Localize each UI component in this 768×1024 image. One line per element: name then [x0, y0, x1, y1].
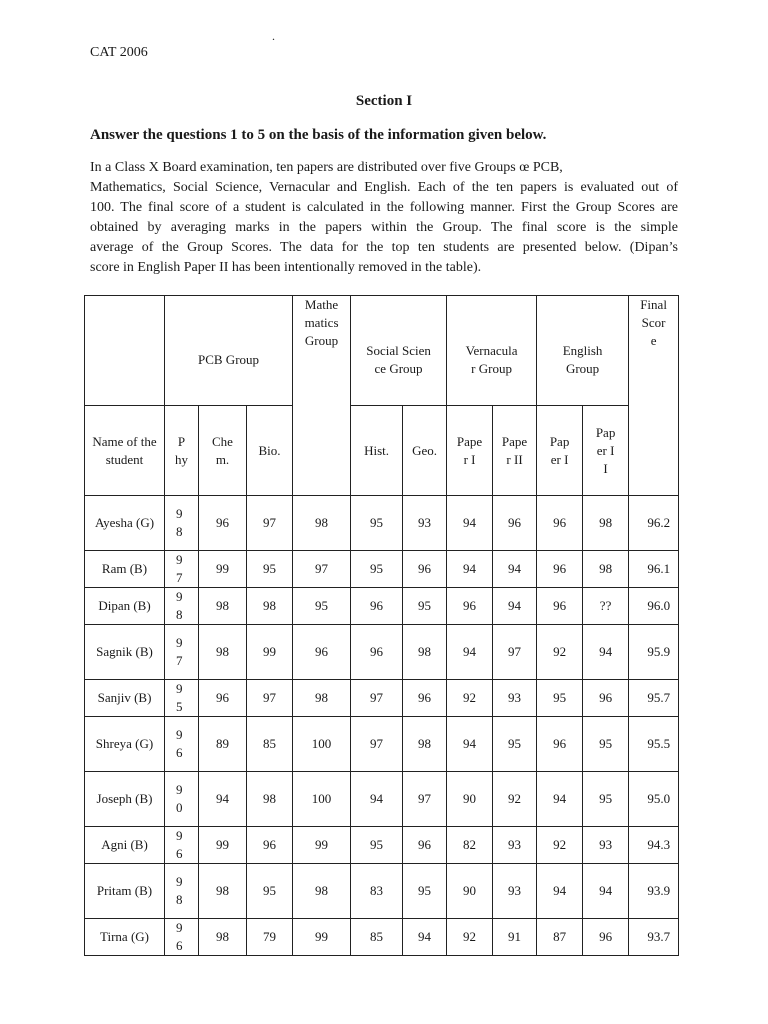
cell-hist: 96: [351, 588, 403, 625]
cell-e2: 95: [583, 717, 629, 772]
cell-v1: 90: [447, 772, 493, 827]
cell-e2: 98: [583, 496, 629, 551]
cell-math: 96: [293, 625, 351, 680]
paragraph-line: In a Class X Board examination, ten papers are distributed over five Groups œ PCB,: [90, 160, 563, 175]
cell-final: 93.7: [629, 919, 679, 956]
cell-final: 95.0: [629, 772, 679, 827]
cell-phy: 97: [165, 551, 199, 588]
paragraph-line: obtained by averaging marks in the papers within the Group. The final score is the simple: [90, 220, 678, 235]
cell-hist: 83: [351, 864, 403, 919]
cell-hist: 85: [351, 919, 403, 956]
marks-table: [84, 295, 679, 956]
paragraph-line: 100. The final score of a student is calculated in the following manner. First the Group Scores are: [90, 200, 678, 215]
cell-phy: 95: [165, 680, 199, 717]
paragraph-line: Mathematics, Social Science, Vernacular and English. Each of the ten papers is evaluated out of: [90, 180, 678, 195]
final-score-header: Final Score: [629, 296, 679, 496]
cell-v1: 94: [447, 551, 493, 588]
cell-e2: 94: [583, 864, 629, 919]
cell-name: Tirna (G): [85, 919, 165, 956]
cell-chem: 89: [199, 717, 247, 772]
cell-hist: 95: [351, 551, 403, 588]
table-row: [85, 625, 679, 680]
cell-v1: 82: [447, 827, 493, 864]
table-row: [85, 864, 679, 919]
cell-e1: 94: [537, 864, 583, 919]
table-row: [85, 717, 679, 772]
column-header-eng-paper1: Paper I: [537, 406, 583, 496]
cell-chem: 98: [199, 625, 247, 680]
column-header-vern-paper1: Paper I: [447, 406, 493, 496]
cell-math: 98: [293, 864, 351, 919]
cell-v2: 93: [493, 827, 537, 864]
cell-e2: 96: [583, 680, 629, 717]
cell-geo: 98: [403, 717, 447, 772]
cell-math: 95: [293, 588, 351, 625]
cell-name: Shreya (G): [85, 717, 165, 772]
cell-bio: 98: [247, 588, 293, 625]
cell-name: Agni (B): [85, 827, 165, 864]
cell-v2: 96: [493, 496, 537, 551]
cell-v2: 94: [493, 588, 537, 625]
section-title: Section I: [355, 93, 413, 109]
cell-e1: 92: [537, 827, 583, 864]
cell-v1: 92: [447, 680, 493, 717]
blank-header-cell: [85, 296, 165, 406]
cell-bio: 97: [247, 680, 293, 717]
cell-bio: 95: [247, 864, 293, 919]
cell-final: 93.9: [629, 864, 679, 919]
table-row: [85, 919, 679, 956]
cell-final: 94.3: [629, 827, 679, 864]
cell-bio: 98: [247, 772, 293, 827]
cell-v1: 94: [447, 717, 493, 772]
column-header-chem: Chem.: [199, 406, 247, 496]
instruction-text: Answer the questions 1 to 5 on the basis of the information given below.: [90, 127, 547, 143]
cell-name: Sanjiv (B): [85, 680, 165, 717]
intro-paragraph: [90, 158, 678, 278]
table-row: [85, 588, 679, 625]
social-group-header: Social Science Group: [351, 296, 447, 406]
cell-e1: 96: [537, 717, 583, 772]
cell-chem: 99: [199, 551, 247, 588]
cell-chem: 94: [199, 772, 247, 827]
pcb-group-header: PCB Group: [165, 296, 293, 406]
cell-name: Pritam (B): [85, 864, 165, 919]
cell-hist: 97: [351, 680, 403, 717]
column-header-eng-paper2: Paper II: [583, 406, 629, 496]
cell-hist: 94: [351, 772, 403, 827]
stray-dot: .: [272, 29, 275, 43]
cell-final: 96.2: [629, 496, 679, 551]
cell-e2: 95: [583, 772, 629, 827]
column-header-geo: Geo.: [403, 406, 447, 496]
cell-math: 99: [293, 827, 351, 864]
cell-e2: ??: [583, 588, 629, 625]
cell-geo: 93: [403, 496, 447, 551]
cell-phy: 90: [165, 772, 199, 827]
cell-final: 96.0: [629, 588, 679, 625]
cell-v1: 92: [447, 919, 493, 956]
cell-name: Dipan (B): [85, 588, 165, 625]
cell-e2: 96: [583, 919, 629, 956]
cell-geo: 95: [403, 864, 447, 919]
column-header-name: Name of the student: [85, 406, 165, 496]
cell-hist: 97: [351, 717, 403, 772]
paragraph-line: average of the Group Scores. The data for the top ten students are presented below. (Dipan’s: [90, 240, 678, 255]
cell-phy: 98: [165, 588, 199, 625]
cell-e1: 94: [537, 772, 583, 827]
paragraph-line: score in English Paper II has been intentionally removed in the table).: [90, 260, 482, 275]
cell-geo: 96: [403, 827, 447, 864]
cell-e2: 93: [583, 827, 629, 864]
exam-label: CAT 2006: [90, 45, 148, 60]
cell-final: 95.9: [629, 625, 679, 680]
cell-geo: 98: [403, 625, 447, 680]
table-row: [85, 680, 679, 717]
cell-chem: 96: [199, 680, 247, 717]
cell-phy: 98: [165, 496, 199, 551]
cell-chem: 99: [199, 827, 247, 864]
cell-bio: 96: [247, 827, 293, 864]
column-header-hist: Hist.: [351, 406, 403, 496]
math-group-header: Mathe matics Group: [293, 296, 351, 496]
cell-math: 100: [293, 772, 351, 827]
cell-geo: 94: [403, 919, 447, 956]
column-header-bio: Bio.: [247, 406, 293, 496]
cell-name: Ayesha (G): [85, 496, 165, 551]
cell-v1: 90: [447, 864, 493, 919]
english-group-header: English Group: [537, 296, 629, 406]
vernacular-group-header: Vernacular Group: [447, 296, 537, 406]
cell-name: Ram (B): [85, 551, 165, 588]
cell-chem: 98: [199, 864, 247, 919]
cell-geo: 96: [403, 680, 447, 717]
cell-geo: 96: [403, 551, 447, 588]
cell-e1: 92: [537, 625, 583, 680]
cell-chem: 98: [199, 919, 247, 956]
cell-v1: 94: [447, 625, 493, 680]
cell-hist: 96: [351, 625, 403, 680]
cell-phy: 97: [165, 625, 199, 680]
cell-name: Joseph (B): [85, 772, 165, 827]
cell-bio: 85: [247, 717, 293, 772]
table-row: [85, 772, 679, 827]
cell-e1: 96: [537, 551, 583, 588]
cell-v1: 94: [447, 496, 493, 551]
cell-v2: 95: [493, 717, 537, 772]
cell-v2: 94: [493, 551, 537, 588]
cell-phy: 96: [165, 717, 199, 772]
cell-chem: 98: [199, 588, 247, 625]
cell-e2: 98: [583, 551, 629, 588]
cell-math: 99: [293, 919, 351, 956]
cell-math: 98: [293, 496, 351, 551]
table-row: [85, 827, 679, 864]
cell-e2: 94: [583, 625, 629, 680]
column-header-vern-paper2: Paper II: [493, 406, 537, 496]
cell-hist: 95: [351, 827, 403, 864]
cell-math: 97: [293, 551, 351, 588]
cell-geo: 97: [403, 772, 447, 827]
cell-math: 100: [293, 717, 351, 772]
cell-v2: 91: [493, 919, 537, 956]
cell-v2: 92: [493, 772, 537, 827]
cell-phy: 98: [165, 864, 199, 919]
cell-v2: 97: [493, 625, 537, 680]
cell-bio: 99: [247, 625, 293, 680]
table-row: [85, 496, 679, 551]
cell-chem: 96: [199, 496, 247, 551]
cell-geo: 95: [403, 588, 447, 625]
cell-bio: 79: [247, 919, 293, 956]
cell-bio: 97: [247, 496, 293, 551]
cell-final: 96.1: [629, 551, 679, 588]
cell-math: 98: [293, 680, 351, 717]
cell-e1: 96: [537, 496, 583, 551]
cell-hist: 95: [351, 496, 403, 551]
cell-e1: 96: [537, 588, 583, 625]
cell-e1: 95: [537, 680, 583, 717]
cell-final: 95.5: [629, 717, 679, 772]
cell-v1: 96: [447, 588, 493, 625]
cell-bio: 95: [247, 551, 293, 588]
cell-name: Sagnik (B): [85, 625, 165, 680]
cell-phy: 96: [165, 827, 199, 864]
cell-phy: 96: [165, 919, 199, 956]
cell-final: 95.7: [629, 680, 679, 717]
table-row: [85, 551, 679, 588]
column-header-phy: Phy: [165, 406, 199, 496]
cell-v2: 93: [493, 864, 537, 919]
cell-v2: 93: [493, 680, 537, 717]
cell-e1: 87: [537, 919, 583, 956]
